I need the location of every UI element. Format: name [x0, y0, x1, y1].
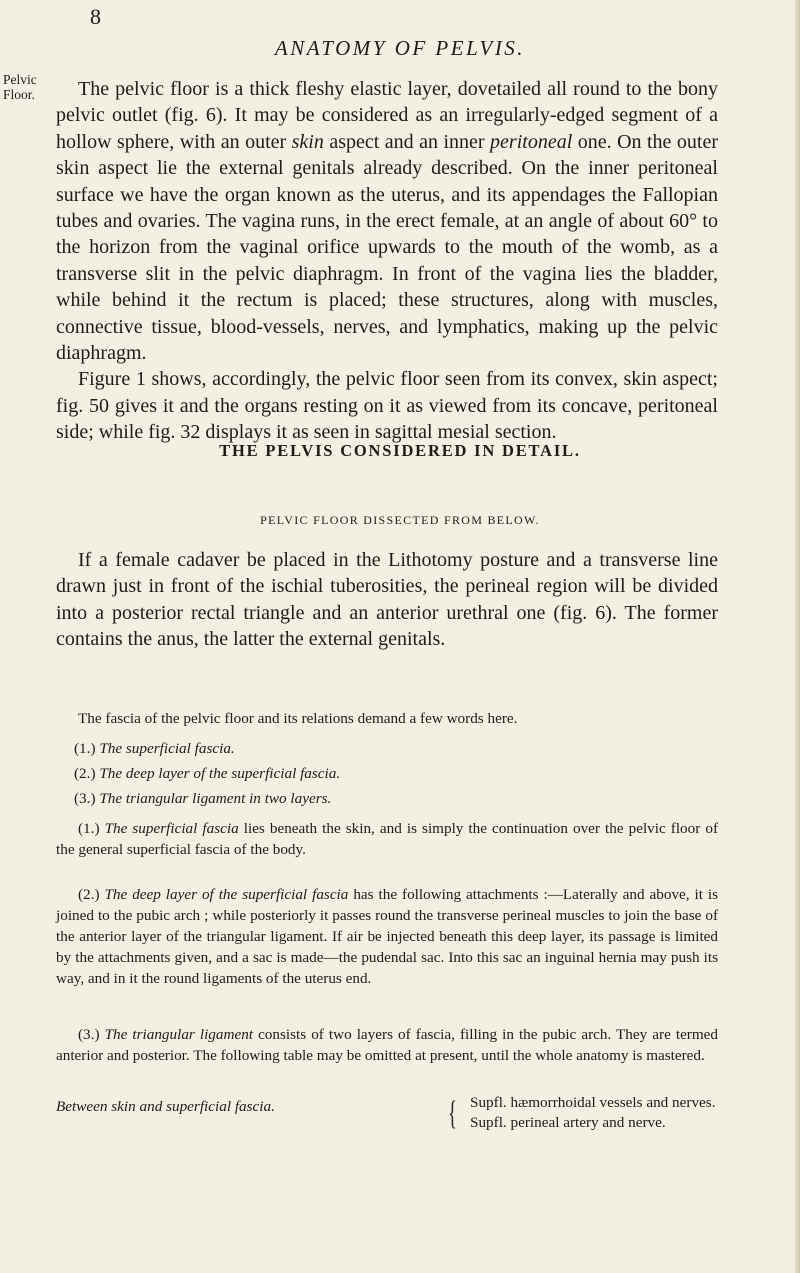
section-heading: THE PELVIS CONSIDERED IN DETAIL.	[219, 441, 581, 460]
deep-layer-paragraph: (2.) The deep layer of the superficial fascia has the following attachments :—Laterally and above, it is joined to the pubic arch ; while posteriorly it passes round the transverse perineal muscles to join the base of the anterior layer of the triangular ligament. If air be injected beneath this deep layer, its passage is limited by the attachments given, and a sac is made—the pudendal sac. Into this sac an inguinal hernia may push its way, and in it the round ligaments of the uterus end.	[56, 886, 719, 987]
intro-paragraph-1: The pelvic floor is a thick fleshy elastic layer, dovetailed all round to the bony pelvic outlet (fig. 6). It may be considered as an irregularly-edged segment of a hollow sphere, with an outer skin aspect and an inner peritoneal one. On the outer skin aspect lie the external genitals already described. On the inner peritoneal surface we have the organ known as the uterus, and its appendages the Fallopian tubes and ovaries. The vagina runs, in the erect female, at an angle of about 60° to the horizon from the vaginal orifice upwards to the mouth of the womb, as a transverse slit in the pelvic diaphragm. In front of the vagina lies the bladder, while behind it the rectum is placed; these structures, along with muscles, connective tissue, blood-vessels, nerves, and lymphatics, making up the pelvic diaphragm.	[56, 78, 718, 365]
page-edge-shadow	[795, 0, 800, 1273]
intro-text	[56, 76, 718, 446]
table-entry: Supfl. hæmorrhoidal vessels and nerves.	[470, 1094, 716, 1111]
superficial-fascia-paragraph: (1.) The superficial fascia lies beneath the skin, and is simply the continuation over the pelvic floor of the general superficial fascia of the body.	[56, 820, 718, 858]
table-entry: Supfl. perineal artery and nerve.	[470, 1114, 666, 1131]
section-paragraph: If a female cadaver be placed in the Lithotomy posture and a transverse line drawn just in front of the ischial tuberosities, the perineal region will be divided into a posterior rectal triangle and an anterior urethral one (fig. 6). The former contains the anus, the latter the external genitals.	[56, 549, 718, 651]
margin-note-line: Floor.	[3, 87, 35, 102]
margin-note-line: Pelvic	[3, 72, 37, 87]
fascia-intro: The fascia of the pelvic floor and its relations demand a few words here.	[78, 710, 518, 727]
section-subheading: PELVIC FLOOR DISSECTED FROM BELOW.	[260, 513, 540, 527]
intro-paragraph-2: Figure 1 shows, accordingly, the pelvic floor seen from its convex, skin aspect; fig. 50 gives it and the organs resting on it as viewed from its concave, peritoneal side; while fig. 32 displays it as seen in sagittal mesial section.	[56, 368, 718, 444]
triangular-ligament-paragraph: (3.) The triangular ligament consists of two layers of fascia, filling in the pubic arch. They are termed anterior and posterior. The following table may be omitted at present, until the whole anatomy is mastered.	[56, 1026, 719, 1064]
section-paragraph-block	[56, 547, 718, 653]
fascia-list-item: (3.) The triangular ligament in two layers.	[74, 790, 332, 807]
table-entries	[470, 1093, 716, 1133]
table-label: Between skin and superficial fascia.	[56, 1098, 275, 1115]
brace-glyph: {	[448, 1095, 457, 1132]
margin-note	[3, 72, 37, 102]
fascia-list-item: (2.) The deep layer of the superficial fascia.	[74, 765, 341, 782]
page-number: 8	[90, 4, 101, 29]
fascia-list-item: (1.) The superficial fascia.	[74, 740, 235, 757]
running-head: ANATOMY OF PELVIS.	[274, 36, 526, 60]
fascia-list	[74, 736, 340, 811]
